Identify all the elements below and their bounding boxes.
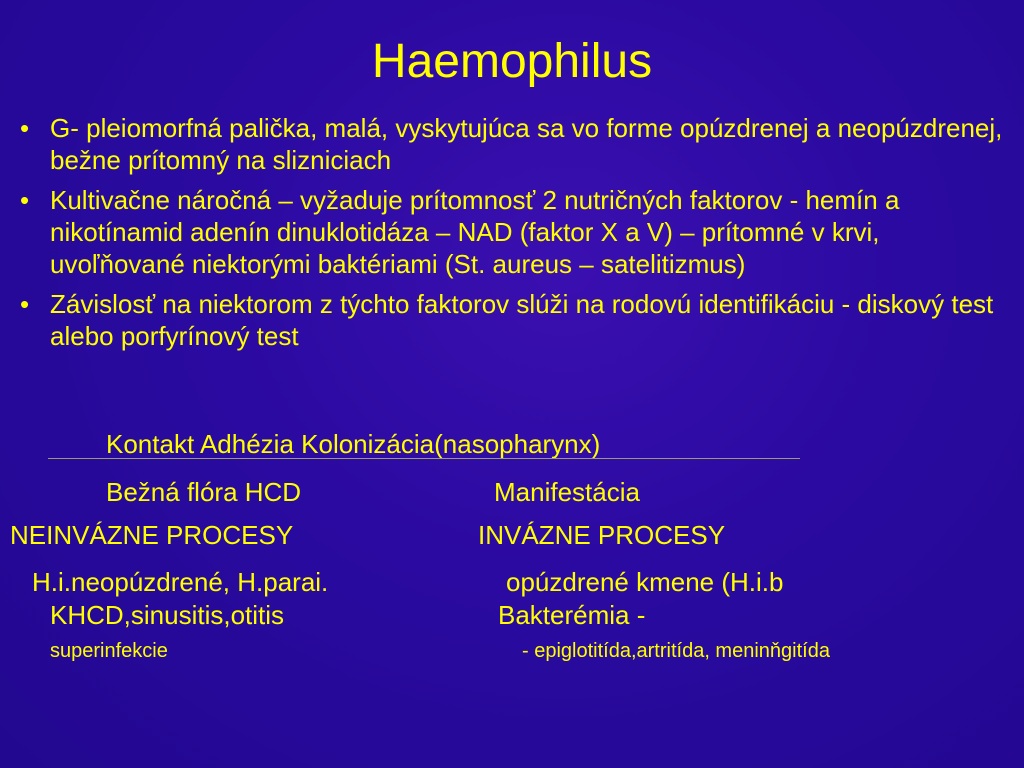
bullet-text: Kultivačne náročná – vyžaduje prítomnosť 2 nutričných faktorov - hemín a nikotínamid adenín dinuklotidáza – NAD (faktor X a V) – prítomné v krvi, uvoľňované niektorými baktériami (St. aureus – satelitizmus) bbox=[50, 185, 900, 279]
kontakt-line: Kontakt Adhézia Kolonizácia(nasopharynx) bbox=[106, 429, 601, 459]
left-line-1: H.i.neopúzdrené, H.parai. bbox=[32, 567, 329, 597]
bullet-item bbox=[16, 112, 1020, 176]
bullet-text: Závislosť na niektorom z týchto faktorov slúži na rodovú identifikáciu - diskový test alebo porfyrínový test bbox=[50, 289, 994, 351]
slide-title: Haemophilus bbox=[371, 35, 653, 88]
left-line-2: KHCD,sinusitis,otitis bbox=[50, 600, 285, 630]
bullet-list bbox=[16, 112, 1020, 360]
bullet-item bbox=[16, 288, 1020, 352]
bullet-dot: • bbox=[20, 289, 30, 319]
right-header: Manifestácia bbox=[494, 477, 640, 507]
left-header: Bežná flóra HCD bbox=[106, 477, 302, 507]
left-process: NEINVÁZNE PROCESY bbox=[10, 520, 294, 550]
bullet-dot: • bbox=[20, 113, 30, 143]
right-line-1: opúzdrené kmene (H.i.b bbox=[506, 567, 784, 597]
bullet-dot: • bbox=[20, 185, 30, 215]
divider-rule bbox=[48, 458, 800, 459]
bullet-item bbox=[16, 184, 1020, 280]
bullet-text: G- pleiomorfná palička, malá, vyskytujúca sa vo forme opúzdrenej a neopúzdrenej, bežne prítomný na slizniciach bbox=[50, 113, 1003, 175]
left-line-3: superinfekcie bbox=[50, 640, 168, 662]
right-line-2: Bakterémia - bbox=[498, 600, 646, 630]
right-process: INVÁZNE PROCESY bbox=[478, 520, 726, 550]
right-line-3: - epiglotitída,artritída, meninňgitída bbox=[522, 640, 830, 662]
